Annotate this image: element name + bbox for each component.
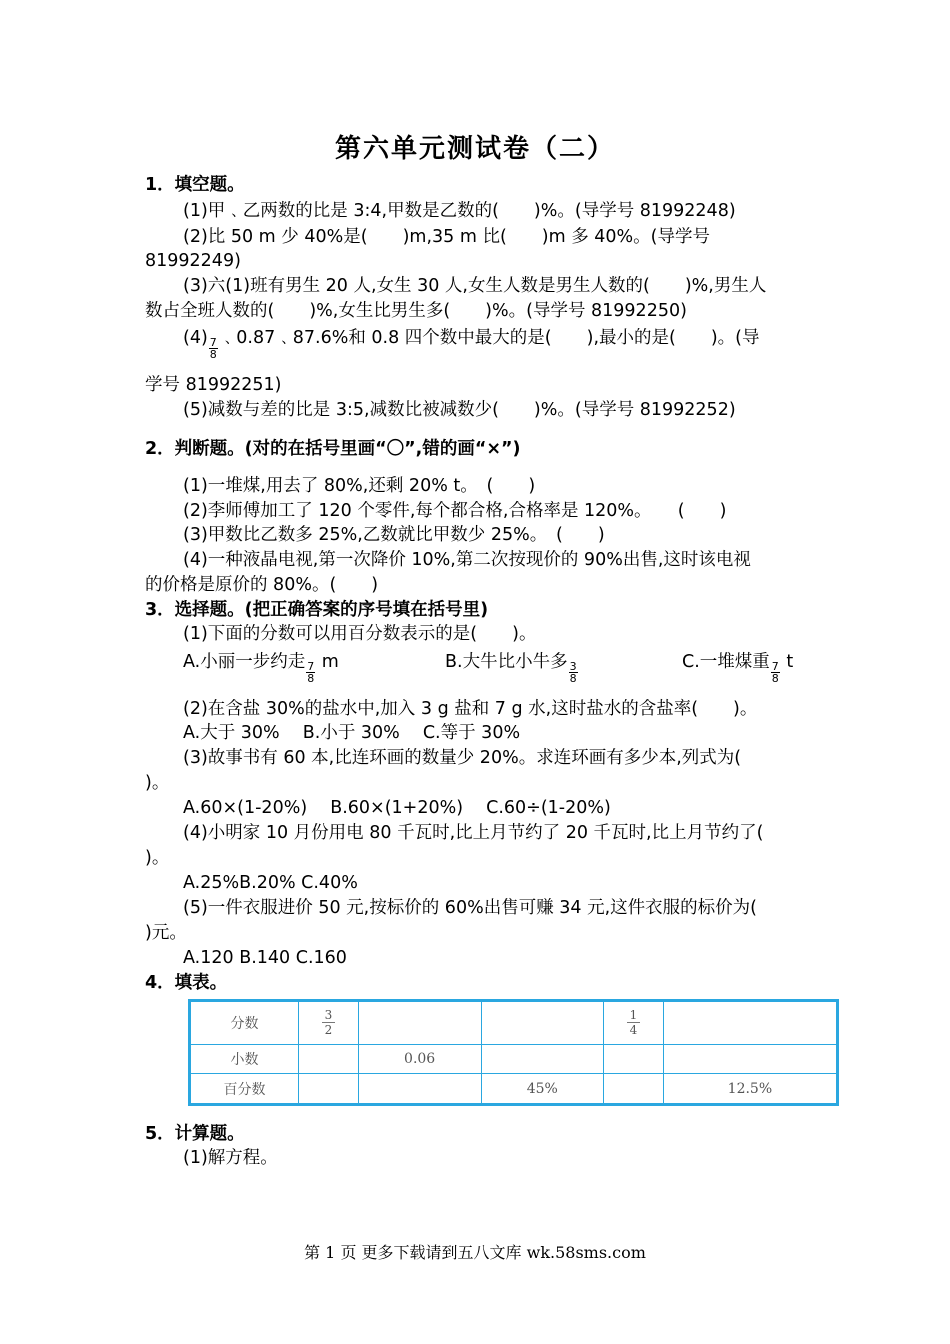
s3-question-2-options: A.大于 30% B.小于 30% C.等于 30% — [183, 723, 521, 743]
section4-heading: 4．填表。 — [145, 973, 228, 993]
s1-question-4-line2: 学号 81992251) — [145, 375, 282, 395]
table-cell[interactable] — [663, 1044, 837, 1074]
fraction-seven-eighths: $\frac{7}{8}$ — [307, 659, 315, 685]
s3-question-3-line1: (3)故事书有 60 本,比连环画的数量少 20%。求连环画有多少本,列式为( — [183, 748, 742, 768]
s3-question-5-line2: )元。 — [145, 923, 187, 943]
s3-question-1: (1)下面的分数可以用百分数表示的是( )。 — [183, 624, 537, 644]
table-row — [190, 1001, 838, 1045]
s2-question-3: (3)甲数比乙数多 25%,乙数就比甲数少 25%。 ( ) — [183, 525, 605, 545]
row-label-percent: 百分数 — [190, 1074, 299, 1105]
fraction-three-halves: $\frac{3}{2}$ — [322, 1008, 336, 1037]
page-footer: 第 1 页 更多下载请到五八文库 wk.58sms.com — [304, 1243, 646, 1262]
row-label-decimal: 小数 — [190, 1044, 299, 1074]
s3-q1-option-c: C.一堆煤重 $\frac{7}{8}$ t — [682, 652, 794, 685]
s1-question-3-line2: 数占全班人数的( )%,女生比男生多( )%。(导学号 81992250) — [145, 301, 687, 321]
table-cell[interactable] — [299, 1044, 359, 1074]
s1-question-2-line1: (2)比 50 m 少 40%是( )m,35 m 比( )m 多 40%。(导学号 — [183, 227, 711, 247]
row-label-fraction: 分数 — [190, 1001, 299, 1045]
s5-question-1: (1)解方程。 — [183, 1148, 278, 1168]
s3-question-4-line2: )。 — [145, 848, 170, 868]
s1-q4-prefix: (4) — [183, 328, 208, 348]
fraction-one-quarter: $\frac{1}{4}$ — [627, 1008, 641, 1037]
s3-question-2: (2)在含盐 30%的盐水中,加入 3 g 盐和 7 g 水,这时盐水的含盐率( )。 — [183, 699, 758, 719]
s3-q1-option-a: A.小丽一步约走 $\frac{7}{8}$ m — [183, 652, 339, 685]
s3-question-5-options: A.120 B.140 C.160 — [183, 948, 347, 968]
table-cell[interactable] — [663, 1001, 837, 1045]
section3-heading: 3．选择题。(把正确答案的序号填在括号里) — [145, 600, 489, 620]
table-cell[interactable] — [299, 1074, 359, 1105]
fill-in-table — [188, 999, 839, 1106]
s3-question-5-line1: (5)一件衣服进价 50 元,按标价的 60%出售可赚 34 元,这件衣服的标价为( — [183, 898, 757, 918]
section1-heading: 1．填空题。 — [145, 175, 245, 195]
section5-heading: 5．计算题。 — [145, 1124, 245, 1144]
s3-question-3-options: A.60×(1-20%) B.60×(1+20%) C.60÷(1-20%) — [183, 798, 611, 818]
fraction-seven-eighths: $\frac{7}{8}$ — [771, 659, 779, 685]
s2-question-1: (1)一堆煤,用去了 80%,还剩 20% t。 ( ) — [183, 476, 536, 496]
table-cell: 12.5% — [663, 1074, 837, 1105]
section2-heading: 2．判断题。(对的在括号里画“〇”,错的画“×”) — [145, 439, 521, 459]
fraction-seven-eighths: $\frac{7}{8}$ — [209, 335, 217, 361]
table-row — [190, 1044, 838, 1074]
s1-question-1: (1)甲﹑乙两数的比是 3:4,甲数是乙数的( )%。(导学号 81992248) — [183, 201, 736, 221]
table-cell[interactable] — [358, 1074, 481, 1105]
s1-question-3-line1: (3)六(1)班有男生 20 人,女生 30 人,女生人数是男生人数的( )%,男生人 — [183, 276, 767, 296]
table-cell[interactable] — [481, 1044, 604, 1074]
table-cell: 0.06 — [358, 1044, 481, 1074]
table-cell — [604, 1001, 664, 1045]
s2-question-4-line2: 的价格是原价的 80%。( ) — [145, 575, 379, 595]
table-row — [190, 1074, 838, 1105]
s3-question-3-line2: )。 — [145, 773, 170, 793]
s2-question-2: (2)李师傅加工了 120 个零件,每个都合格,合格率是 120%。 ( ) — [183, 501, 727, 521]
s1-question-5: (5)减数与差的比是 3:5,减数比被减数少( )%。(导学号 81992252) — [183, 400, 736, 420]
s3-question-4-line1: (4)小明家 10 月份用电 80 千瓦时,比上月节约了 20 千瓦时,比上月节约了( — [183, 823, 764, 843]
table-cell[interactable] — [604, 1044, 664, 1074]
page-title: 第六单元测试卷（二） — [334, 134, 615, 164]
s1-question-4-line1 — [183, 326, 760, 361]
s3-q1-option-b: B.大牛比小牛多 $\frac{3}{8}$ — [445, 652, 577, 685]
table-cell[interactable] — [481, 1001, 604, 1045]
table-cell — [299, 1001, 359, 1045]
s1-q4-rest: ﹑0.87﹑87.6%和 0.8 四个数中最大的是( ),最小的是( )。(导 — [218, 328, 760, 348]
s1-question-2-line2: 81992249) — [145, 251, 241, 271]
table-cell[interactable] — [604, 1074, 664, 1105]
s3-question-4-options: A.25%B.20% C.40% — [183, 873, 358, 893]
s2-question-4-line1: (4)一种液晶电视,第一次降价 10%,第二次按现价的 90%出售,这时该电视 — [183, 550, 751, 570]
table-cell: 45% — [481, 1074, 604, 1105]
fraction-three-eighths: $\frac{3}{8}$ — [569, 659, 577, 685]
table-cell[interactable] — [358, 1001, 481, 1045]
